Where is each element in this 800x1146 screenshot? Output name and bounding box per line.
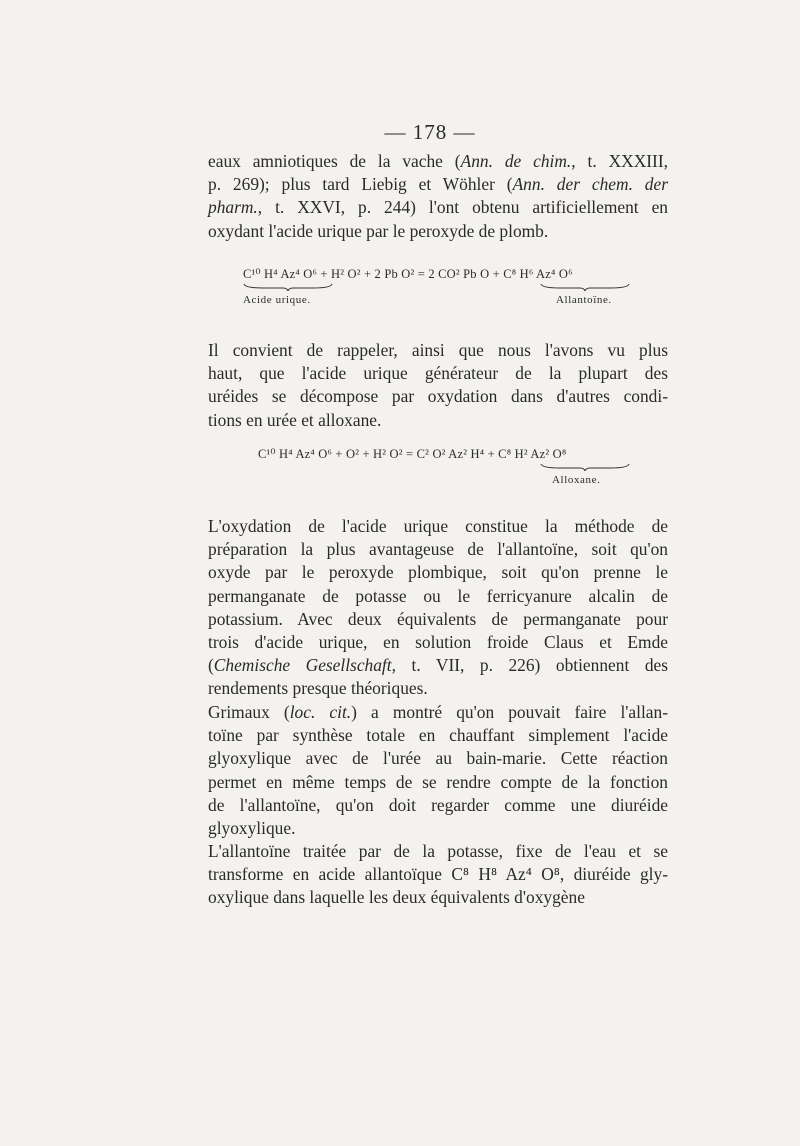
text-line: oxydant l'acide urique par le peroxyde de plomb. [208,220,549,241]
text-line: toïne par synthèse totale en chauffant simplement l'acide [208,725,668,746]
text-line: Il convient de rappeler, ainsi que nous l'avons vu plus [208,340,668,360]
text-line: permet en même temps de se rendre compte de la fonction [208,771,668,792]
italic-citation: loc. cit. [289,702,352,722]
text-line: oxylique dans laquelle les deux équivalents d'oxygène [208,887,585,908]
paragraph-4 [208,701,668,840]
text-line: glyoxylique. [208,817,296,838]
text-line: haut, que l'acide urique générateur de la plupart des [208,363,668,384]
text-line: potassium. Avec deux équivalents de permanganate pour [208,608,668,629]
text-line: uréides se décompose par oxydation dans d'autres condi- [208,386,668,407]
text-line: L'allantoïne traitée par de la potasse, fixe de l'eau et se [208,841,668,861]
text-line: (Chemische Gesellschaft, t. VII, p. 226) obtiennent des [208,655,669,676]
text-line: transforme en acide allantoïque C⁸ H⁸ Az⁴ O⁸, diuréide gly- [208,864,668,885]
text-line: de l'allantoïne, qu'on doit regarder comme une diuréide [208,794,668,815]
paragraph-1 [208,150,668,243]
italic-citation: Ann. de chim. [460,151,572,171]
text-line: pharm., t. XXVI, p. 244) l'ont obtenu artificiellement en [208,197,668,218]
formula-uric-to-allantoin: C¹⁰ H⁴ Az⁴ O⁶ + H² O² + 2 Pb O² = 2 CO² Pb O + C⁸ H⁶ Az⁴ O⁶ [243,267,573,281]
text-line: préparation la plus avantageuse de l'allantoïne, soit qu'on [208,539,668,560]
formula-uric-to-alloxan: C¹⁰ H⁴ Az⁴ O⁶ + O² + H² O² = C² O² Az² H⁴ + C⁸ H² Az² O⁸ [258,447,567,461]
text-line: eaux amniotiques de la vache (Ann. de chim., t. XXXIII, [208,151,668,171]
italic-citation: Ann. der chem. der [512,174,668,195]
text-line: glyoxylique avec de l'urée au bain-marie. Cette réaction [208,748,668,769]
text-line: permanganate de potasse ou le ferricyanure alcalin de [208,585,668,606]
text-line: Grimaux (loc. cit.) a montré qu'on pouvait faire l'allan- [208,702,669,722]
italic-citation: Chemische Gesellschaft, [213,655,396,676]
paragraph-2 [208,339,668,432]
text-line: rendements presque théoriques. [208,678,428,699]
text-line: trois d'acide urique, en solution froide Claus et Emde [208,631,668,652]
brace-allantoine [540,283,630,291]
text-line: p. 269); plus tard Liebig et Wöhler (Ann. der chem. der [208,174,668,195]
caption-allantoine: Allantoïne. [556,294,612,306]
brace-acide-urique [243,283,333,291]
paragraph-5 [208,840,668,910]
paragraph-3 [208,515,668,701]
page-number: — 178 — [384,120,476,144]
brace-alloxane [540,463,630,471]
caption-acide-urique: Acide urique. [243,294,311,306]
text-line: tions en urée et alloxane. [208,409,382,430]
text-line: L'oxydation de l'acide urique constitue la méthode de [208,516,668,536]
italic-citation: pharm. [208,197,258,218]
caption-alloxane: Alloxane. [552,474,601,486]
text-line: oxyde par le peroxyde plombique, soit qu'on prenne le [208,562,668,583]
